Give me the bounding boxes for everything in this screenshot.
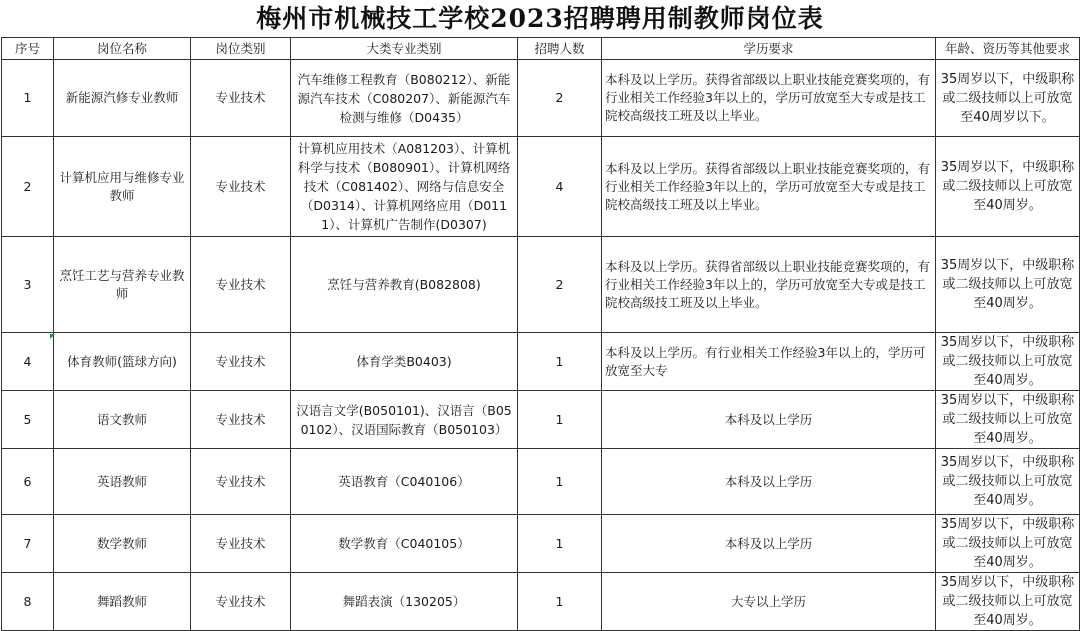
table-row (2, 391, 1080, 449)
page-title: 梅州市机械技工学校2023招聘聘用制教师岗位表 (256, 4, 824, 33)
cell-age: 35周岁以下，中级职称或二级技师以上可放宽至40周岁。 (936, 515, 1080, 573)
cell-age: 35周岁以下，中级职称或二级技师以上可放宽至40周岁。 (936, 137, 1080, 237)
header-count: 招聘人数 (518, 38, 602, 60)
cell-age: 35周岁以下，中级职称或二级技师以上可放宽至40周岁。 (936, 391, 1080, 449)
cell-education: 本科及以上学历 (602, 515, 936, 573)
cell-major: 数学教育（C040105） (291, 515, 518, 573)
cell-position: 计算机应用与维修专业教师 (54, 137, 191, 237)
cell-seq: 2 (2, 137, 54, 237)
cell-count: 2 (518, 237, 602, 333)
cell-education: 本科及以上学历。有行业相关工作经验3年以上的，学历可放宽至大专 (602, 333, 936, 391)
cell-count: 1 (518, 333, 602, 391)
cell-category: 专业技术 (191, 515, 291, 573)
cell-major: 体育学类B0403) (291, 333, 518, 391)
cell-major: 汉语言文学(B050101)、汉语言（B050102）、汉语国际教育（B050103） (291, 391, 518, 449)
cell-education: 本科及以上学历 (602, 449, 936, 515)
cell-major: 舞蹈表演（130205） (291, 573, 518, 631)
cell-position: 数学教师 (54, 515, 191, 573)
cell-age: 35周岁以下，中级职称或二级技师以上可放宽至40周岁。 (936, 333, 1080, 391)
table-row (2, 137, 1080, 237)
header-major: 大类专业类别 (291, 38, 518, 60)
header-education: 学历要求 (602, 38, 936, 60)
cell-category: 专业技术 (191, 333, 291, 391)
cell-major: 汽车维修工程教育（B080212）、新能源汽车技术（C080207）、新能源汽车检测与维修（D0435） (291, 60, 518, 137)
cell-position: 英语教师 (54, 449, 191, 515)
cell-count: 4 (518, 137, 602, 237)
cell-age: 35周岁以下，中级职称或二级技师以上可放宽至40周岁。 (936, 573, 1080, 631)
cell-comment-marker (50, 334, 55, 339)
cell-age: 35周岁以下，中级职称或二级技师以上可放宽至40周岁。 (936, 237, 1080, 333)
table-row (2, 515, 1080, 573)
cell-position: 语文教师 (54, 391, 191, 449)
cell-seq: 1 (2, 60, 54, 137)
table-row (2, 573, 1080, 631)
header-seq: 序号 (2, 38, 54, 60)
cell-position: 烹饪工艺与营养专业教师 (54, 237, 191, 333)
cell-category: 专业技术 (191, 137, 291, 237)
cell-seq: 4 (2, 333, 54, 391)
table-row (2, 333, 1080, 391)
cell-seq: 8 (2, 573, 54, 631)
table-row (2, 60, 1080, 137)
cell-count: 1 (518, 391, 602, 449)
header-category: 岗位类别 (191, 38, 291, 60)
cell-seq: 6 (2, 449, 54, 515)
cell-count: 1 (518, 573, 602, 631)
cell-category: 专业技术 (191, 60, 291, 137)
cell-age: 35周岁以下，中级职称或二级技师以上可放宽至40周岁。 (936, 449, 1080, 515)
cell-major: 烹饪与营养教育(B082808) (291, 237, 518, 333)
cell-education: 本科及以上学历。获得省部级以上职业技能竞赛奖项的，有行业相关工作经验3年以上的，学历可放宽至大专或是技工院校高级技工班及以上毕业。 (602, 137, 936, 237)
header-position: 岗位名称 (54, 38, 191, 60)
cell-education: 本科及以上学历 (602, 391, 936, 449)
table-header-row (2, 38, 1080, 60)
cell-position: 体育教师(篮球方向) (54, 333, 191, 391)
cell-major: 计算机应用技术（A081203）、计算机科学与技术（B080901）、计算机网络技术（C081402）、网络与信息安全（D0314）、计算机网络应用（D0111）、计算机广告制作(D0307) (291, 137, 518, 237)
cell-position: 舞蹈教师 (54, 573, 191, 631)
cell-seq: 7 (2, 515, 54, 573)
cell-education: 本科及以上学历。获得省部级以上职业技能竞赛奖项的，有行业相关工作经验3年以上的，学历可放宽至大专或是技工院校高级技工班及以上毕业。 (602, 60, 936, 137)
table-row (2, 237, 1080, 333)
cell-count: 2 (518, 60, 602, 137)
table-row (2, 449, 1080, 515)
cell-category: 专业技术 (191, 573, 291, 631)
cell-seq: 3 (2, 237, 54, 333)
cell-education: 大专以上学历 (602, 573, 936, 631)
cell-category: 专业技术 (191, 237, 291, 333)
cell-count: 1 (518, 449, 602, 515)
cell-position: 新能源汽修专业教师 (54, 60, 191, 137)
positions-table (1, 37, 1080, 631)
cell-education: 本科及以上学历。获得省部级以上职业技能竞赛奖项的，有行业相关工作经验3年以上的，学历可放宽至大专或是技工院校高级技工班及以上毕业。 (602, 237, 936, 333)
cell-count: 1 (518, 515, 602, 573)
header-age: 年龄、资历等其他要求 (936, 38, 1080, 60)
cell-seq: 5 (2, 391, 54, 449)
cell-age: 35周岁以下，中级职称或二级技师以上可放宽至40周岁以下。 (936, 60, 1080, 137)
cell-category: 专业技术 (191, 449, 291, 515)
cell-major: 英语教育（C040106） (291, 449, 518, 515)
cell-category: 专业技术 (191, 391, 291, 449)
